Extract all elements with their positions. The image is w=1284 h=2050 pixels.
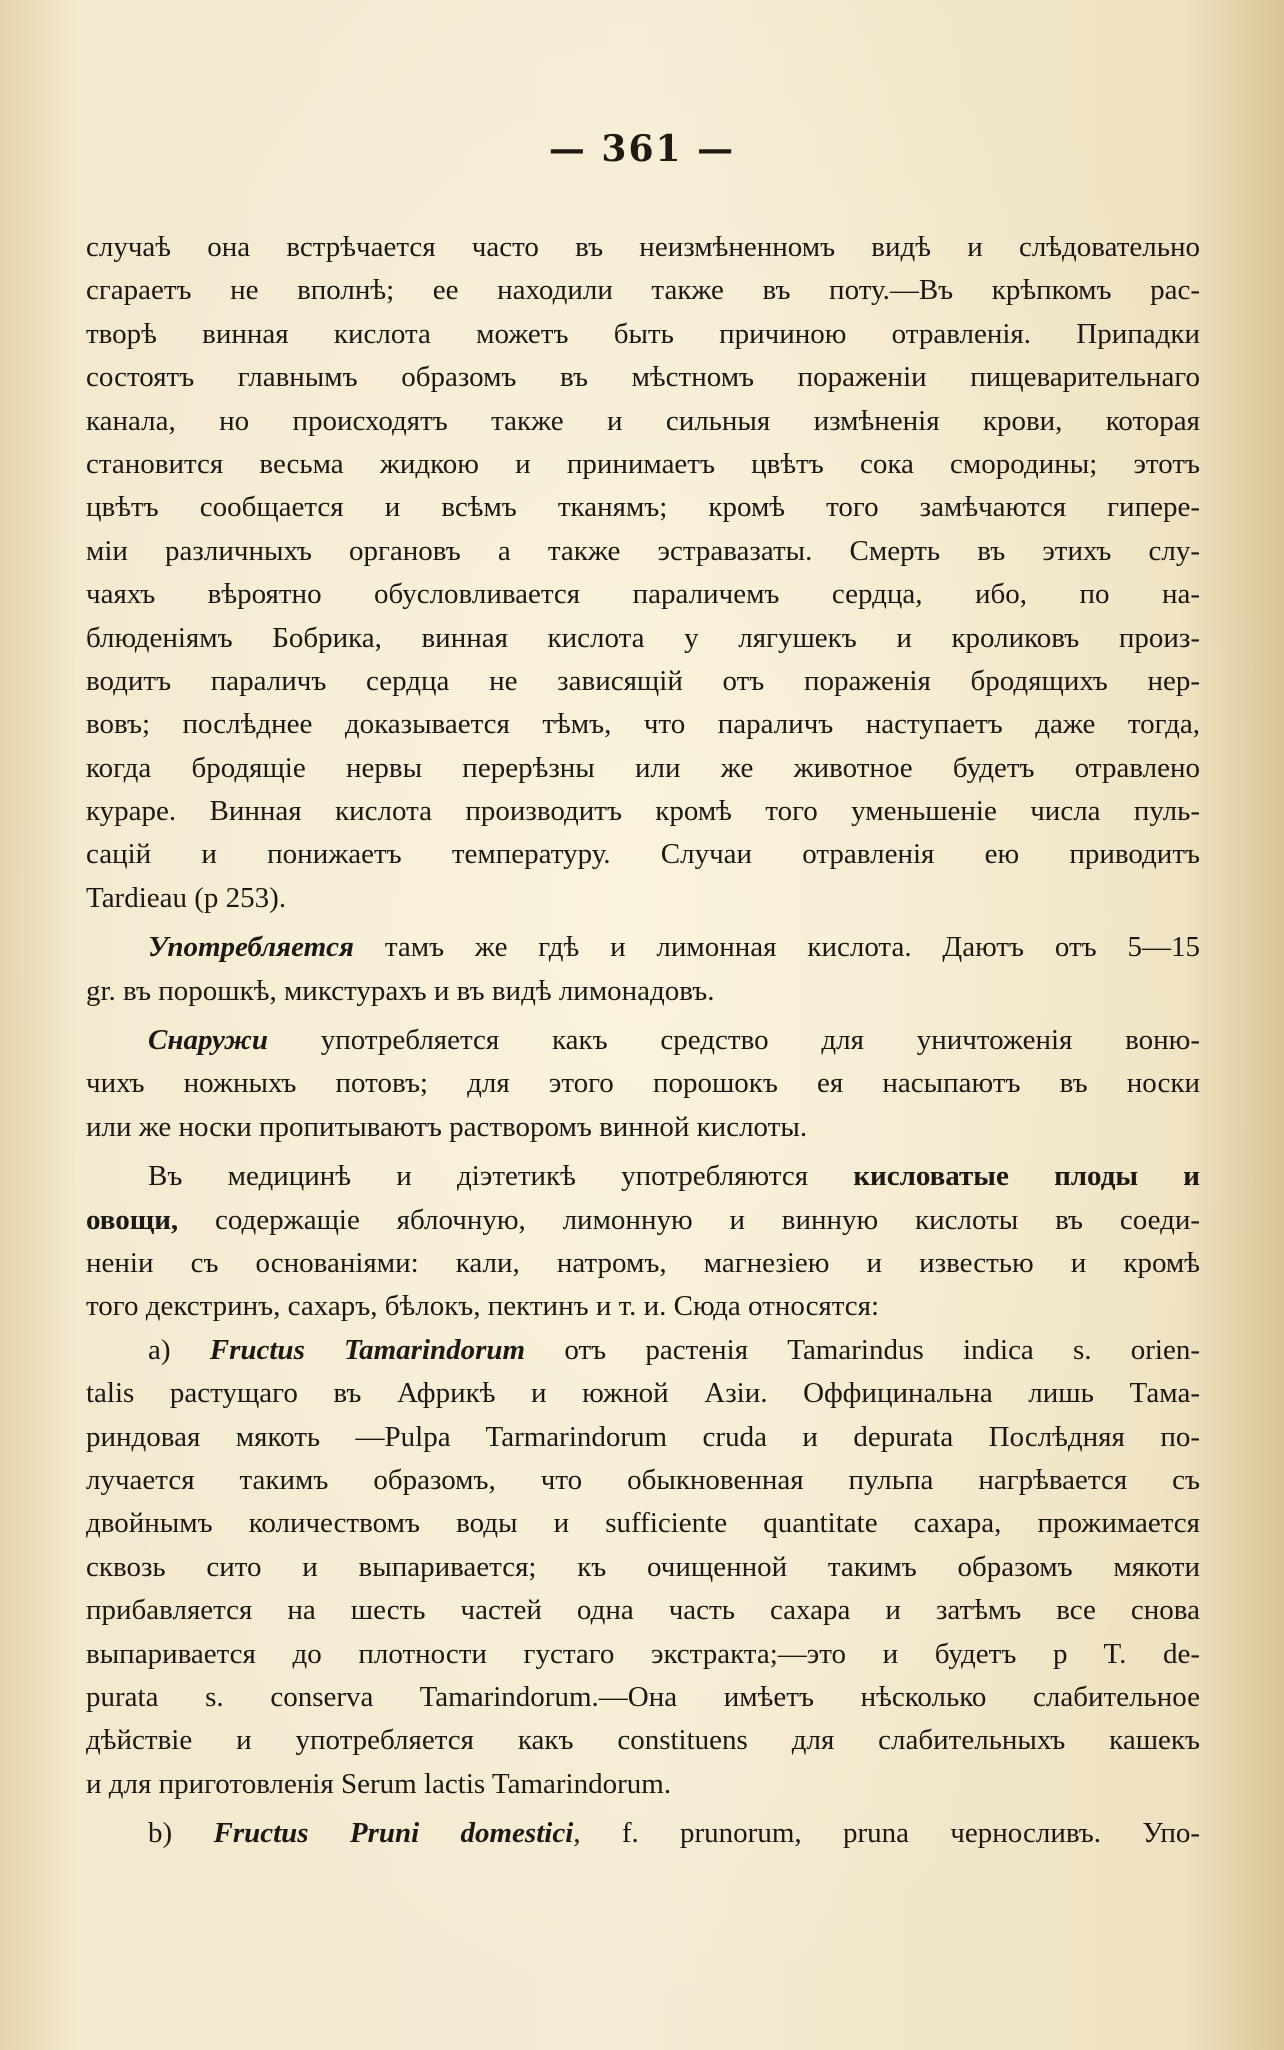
text-line: канала, но происходятъ также и сильныя измѣненія крови, которая xyxy=(86,404,1200,437)
text-line xyxy=(86,1155,1200,1198)
text-line xyxy=(86,926,1200,969)
text-line: чаяхъ вѣроятно обусловливается параличемъ сердца, ибо, по на- xyxy=(86,578,1200,611)
text-line: дѣйствіе и употребляется какъ constituens для слабительныхъ кашекъ xyxy=(86,1724,1200,1757)
text-line: purata s. conserva Tamarindorum.—Она имѣетъ нѣсколько слабительное xyxy=(86,1680,1200,1713)
text-line: gr. въ порошкѣ, микстурахъ и въ видѣ лимонадовъ. xyxy=(86,974,715,1007)
text-span: употребляется какъ средство для уничтоженія воню- xyxy=(267,1024,1200,1057)
text-line: риндовая мякоть —Pulpa Tarmarindorum cruda и depurata Послѣдняя по- xyxy=(86,1420,1200,1453)
text-span: , f. prunorum, pruna черносливъ. Упо- xyxy=(573,1817,1201,1850)
text-line: чихъ ножныхъ потовъ; для этого порошокъ ея насыпаютъ въ носки xyxy=(86,1067,1200,1100)
text-line: сацій и понижаетъ температуру. Случаи отравленія ею приводитъ xyxy=(86,838,1200,871)
text-span: тамъ же гдѣ и лимонная кислота. Даютъ отъ 5—15 xyxy=(353,931,1200,964)
acidic-fruits-term: кисловатые плоды и xyxy=(853,1160,1201,1193)
text-line: сквозь сито и выпаривается; къ очищенной такимъ образомъ мякоти xyxy=(86,1550,1200,1583)
paragraph-prunes xyxy=(86,1812,1200,1855)
body-text xyxy=(86,226,1200,1855)
text-line: выпаривается до плотности густаго экстракта;—это и будетъ p T. de- xyxy=(86,1637,1200,1670)
prunes-lead: Fructus Pruni domestici xyxy=(213,1817,574,1850)
text-span: отъ растенія Tamarindus indica s. orien- xyxy=(525,1333,1201,1366)
text-line: когда бродящіе нервы перерѣзны или же животное будетъ отравлено xyxy=(86,751,1200,784)
text-line: неніи съ основаніями: кали, натромъ, магнезіею и известью и кромѣ xyxy=(86,1246,1200,1279)
text-line: водитъ параличъ сердца не зависящій отъ пораженія бродящихъ нер- xyxy=(86,664,1200,697)
paragraph-acidic-fruits xyxy=(86,1155,1200,1329)
usage-lead: Употребляется xyxy=(148,931,354,964)
paragraph-external-use xyxy=(86,1019,1200,1149)
vegetables-term: овощи, xyxy=(86,1203,179,1236)
text-line: случаѣ она встрѣчается часто въ неизмѣненномъ видѣ и слѣдовательно xyxy=(86,231,1200,263)
text-span: содержащіе яблочную, лимонную и винную кислоты въ соеди- xyxy=(178,1203,1200,1236)
text-line: Tardieau (p 253). xyxy=(86,881,287,914)
paragraph-tartaric-effects xyxy=(86,226,1200,920)
text-line: того декстринъ, сахаръ, бѣлокъ, пектинъ и т. и. Сюда относятся: xyxy=(86,1290,880,1323)
text-line xyxy=(86,1199,1200,1242)
text-line: міи различныхъ органовъ а также эстравазаты. Смерть въ этихъ слу- xyxy=(86,534,1200,567)
text-line: состоятъ главнымъ образомъ въ мѣстномъ пораженіи пищеварительнаго xyxy=(86,361,1200,394)
text-line: становится весьма жидкою и принимаетъ цвѣтъ сока смородины; этотъ xyxy=(86,447,1200,480)
text-line: кураре. Винная кислота производитъ кромѣ того уменьшеніе числа пуль- xyxy=(86,795,1200,828)
text-line: сгараетъ не вполнѣ; ее находили также въ поту.—Въ крѣпкомъ рас- xyxy=(86,274,1200,307)
text-line: творѣ винная кислота можетъ быть причиною отравленія. Припадки xyxy=(86,317,1200,350)
text-line: прибавляется на шесть частей одна часть сахара и затѣмъ все снова xyxy=(86,1594,1200,1627)
text-line: лучается такимъ образомъ, что обыкновенная пульпа нагрѣвается съ xyxy=(86,1463,1200,1496)
paragraph-tamarind xyxy=(86,1329,1200,1806)
tamarind-lead: Fructus Tamarindorum xyxy=(209,1333,526,1366)
text-line xyxy=(86,1329,1200,1372)
paragraph-usage xyxy=(86,926,1200,1013)
list-marker: b) xyxy=(148,1817,173,1850)
text-line: или же носки пропитываютъ растворомъ винной кислоты. xyxy=(86,1110,808,1143)
text-line: и для приготовленія Serum lactis Tamarindorum. xyxy=(86,1767,672,1800)
text-line: вовъ; послѣднее доказывается тѣмъ, что параличъ наступаетъ даже тогда, xyxy=(86,708,1200,741)
external-lead: Снаружи xyxy=(148,1024,268,1057)
text-line: блюденіямъ Бобрика, винная кислота у лягушекъ и кроликовъ произ- xyxy=(86,621,1200,654)
list-marker: a) xyxy=(148,1333,171,1366)
text-line: цвѣтъ сообщается и всѣмъ тканямъ; кромѣ того замѣчаются гипере- xyxy=(86,491,1200,524)
text-line: talis растущаго въ Африкѣ и южной Азіи. Оффицинальна лишь Тама- xyxy=(86,1377,1200,1410)
text-span: Въ медицинѣ и діэтетикѣ употребляются xyxy=(148,1160,854,1193)
text-line xyxy=(86,1812,1200,1855)
text-line: двойнымъ количествомъ воды и sufficiente quantitate сахара, прожимается xyxy=(86,1507,1200,1540)
page-number: — 361 — xyxy=(548,128,736,170)
text-line xyxy=(86,1019,1200,1062)
